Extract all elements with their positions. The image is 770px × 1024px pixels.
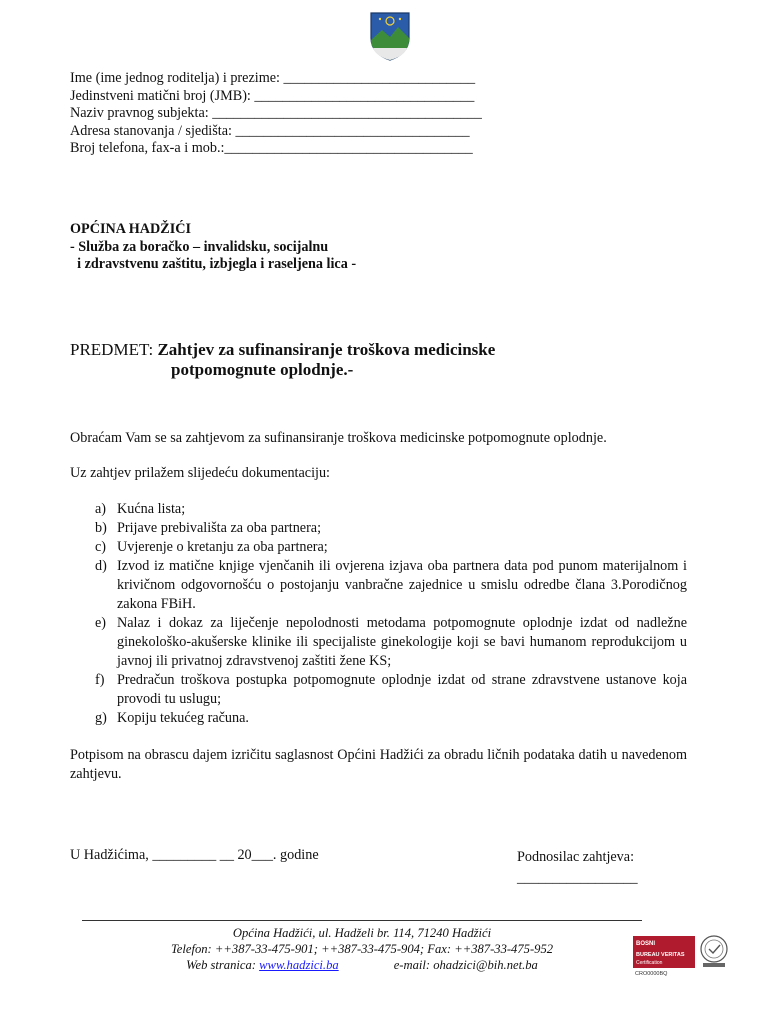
list-item-text: Kopiju tekućeg računa. [117,710,249,726]
footer-address: Općina Hadžići, ul. Hadželi br. 114, 71240 Hadžići [232,926,492,940]
list-item-text: Uvjerenje o kretanju za oba partnera; [117,539,328,555]
list-item [70,671,687,709]
list-item-text: Kućna lista; [117,501,186,517]
subject-title-line1: Zahtjev za sufinansiranje troškova medicinske [157,340,496,359]
list-item-text: Nalaz i dokaz za liječenje nepolodnosti metodama potpomognute oplodnje izdat od nadležne ginekološko-akušerske klinike ili specijaliste ginekologije koji se bavi humanom reprodukcijom u javnoj ili privatnoj zdravstvenoj zaštiti žene KS; [117,615,687,669]
subject-label: PREDMET: [70,340,158,359]
list-item [70,557,687,614]
subject-block [70,340,495,380]
recipient-dept-line2: i zdravstvenu zaštitu, izbjegla i raseljena lica - [70,256,357,272]
cert-line2: BUREAU VERITAS [636,952,685,958]
subject-title-line2: potpomognute oplodnje.- [171,360,354,379]
list-marker: b) [95,520,107,536]
certification-badge [633,934,729,978]
list-marker: c) [95,539,107,555]
footer [82,925,642,973]
list-item-text: Prijave prebivališta za oba partnera; [117,520,322,536]
list-item-text: Predračun troškova postupka potpomognute oplodnje izdat od strane zdravstvene ustanove koja provodi tu uslugu; [117,672,687,707]
intro-paragraph: Obraćam Vam se sa zahtjevom za sufinansiranje troškova medicinske potpomognute oplodnje. [70,430,607,446]
footer-email: e-mail: ohadzici@bih.net.ba [393,958,538,972]
cert-code: CRO0000BQ [635,971,668,977]
place-date-field[interactable]: U Hadžićima, _________ __ 20___. godine [70,847,319,863]
phone-field[interactable]: Broj telefona, fax-a i mob.:___________________________________ [70,140,473,156]
footer-phones: Telefon: ++387-33-475-901; ++387-33-475-904; Fax: ++387-33-475-952 [170,942,554,956]
legal-entity-field[interactable]: Naziv pravnog subjekta: ______________________________________ [70,105,482,121]
list-marker: f) [95,672,105,688]
signature-line[interactable]: _________________ [517,870,638,886]
documents-list [70,500,687,728]
list-item [70,519,687,538]
applicant-name-field[interactable]: Ime (ime jednog roditelja) i prezime: ___________________________ [70,70,476,86]
recipient-dept-line1: - Služba za boračko – invalidsku, socijalnu [70,238,329,255]
address-field[interactable]: Adresa stanovanja / sjedišta: _________________________________ [70,122,470,139]
signer-block [517,847,638,889]
website-link[interactable]: www.hadzici.ba [259,958,339,972]
list-item [70,709,687,728]
applicant-fields [70,70,482,158]
list-marker: a) [95,501,107,517]
consent-paragraph: Potpisom na obrascu dajem izričitu saglasnost Općini Hadžići za obradu ličnih podataka datih u navedenom zahtjevu. [70,747,687,782]
list-marker: g) [95,710,107,726]
documents-intro: Uz zahtjev prilažem slijedeću dokumentaciju: [70,465,331,481]
list-item-text: Izvod iz matične knjige vjenčanih ili ovjerena izjava oba partnera data pod punom materijalnom i krivičnom odgovornošću o postojanju vanbračne zajednice u smislu odredbe člana 3.Porodičnog zakona FBiH. [117,558,687,612]
certification-logo [633,936,695,968]
cert-line3: Certification [636,960,663,966]
footer-web-label: Web stranica: [186,958,260,972]
municipality-coat-of-arms-icon [368,10,412,62]
applicant-jmb-field[interactable]: Jedinstveni matični broj (JMB): _______________________________ [70,87,475,104]
cert-line1: BOSNI [636,941,656,947]
certification-seal-icon [699,934,729,968]
signer-label: Podnosilac zahtjeva: [517,849,635,865]
recipient-block [70,221,356,274]
list-item [70,614,687,671]
list-marker: d) [95,558,107,574]
recipient-name: OPĆINA HADŽIĆI [70,221,192,237]
footer-divider [82,920,642,921]
list-item [70,500,687,519]
list-marker: e) [95,615,107,631]
list-item [70,538,687,557]
